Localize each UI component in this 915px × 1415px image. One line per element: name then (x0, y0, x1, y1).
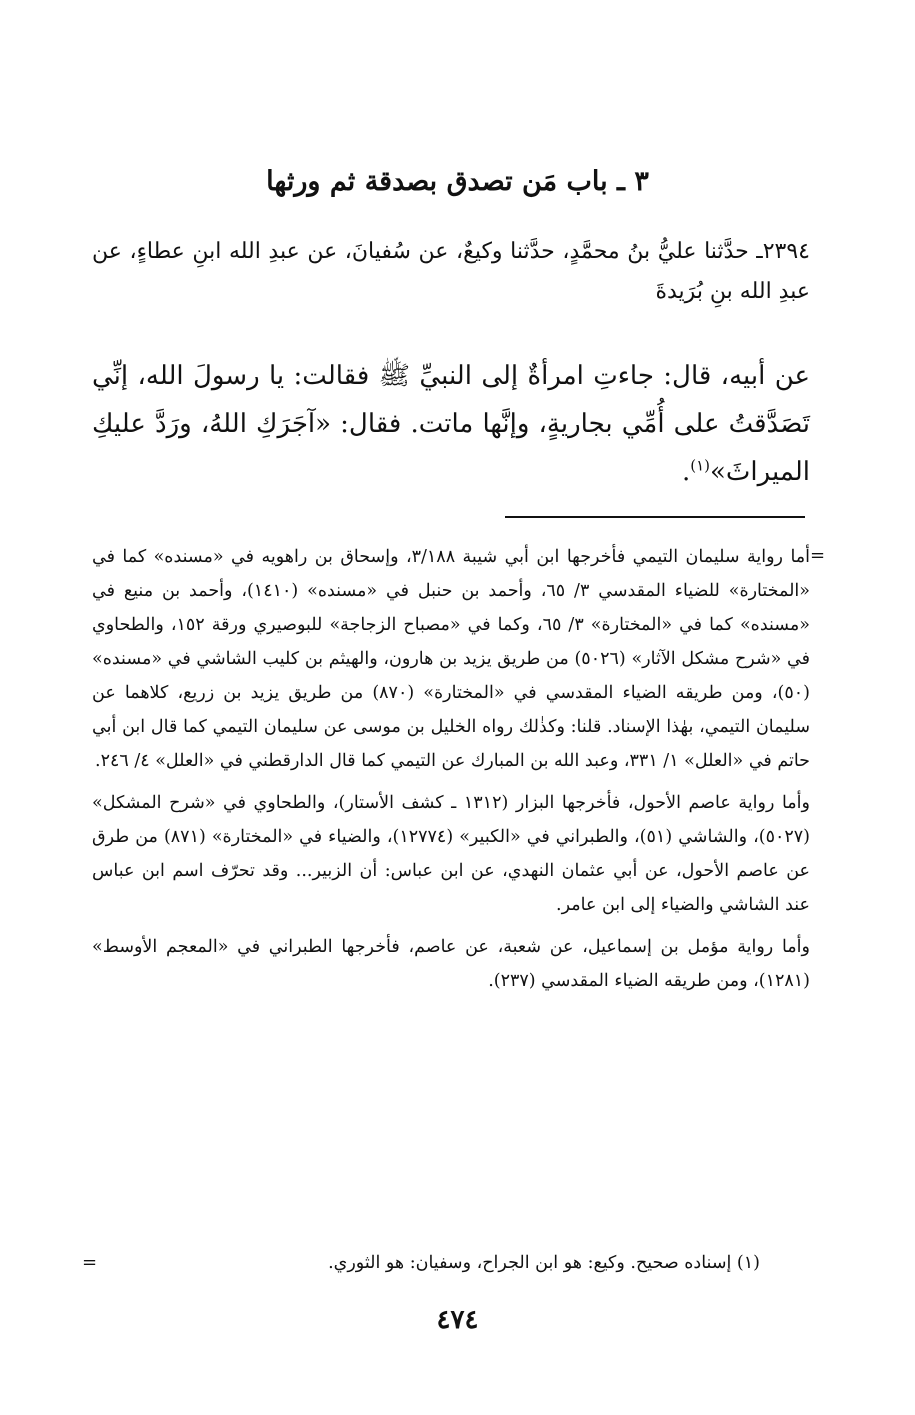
footnote-continuation-mark: = (810, 545, 826, 566)
footnote-continues-mark: = (82, 1252, 98, 1273)
footnote-paragraph: أما رواية سليمان التيمي فأخرجها ابن أبي شيبة ٣/١٨٨، وإسحاق بن راهويه في «مسنده» كما في «المختارة» للضياء المقدسي ٣/ ٦٥، وأحمد بن حنبل في «مسنده» (١٤١٠)، وأحمد بن منيع في «مسنده» كما في «المختارة» ٣/ ٦٥، وكما في «مصباح الزجاجة» للبوصيري ورقة ١٥٢، والطحاوي في «شرح مشكل الآثار» (٥٠٢٦) من طريق يزيد بن هارون، والهيثم بن كليب الشاشي في «مسنده» (٥٠)، ومن طريقه الضياء المقدسي في «المختارة» (٨٧٠) من طريق يزيد بن زريع، كلاهما عن سليمان التيمي، بهٰذا الإسناد. قلنا: وكذٰلك رواه الخليل بن موسى عن سليمان التيمي كما قال ابن أبي حاتم في «العلل» ١/ ٣٣١، وعبد الله بن المبارك عن التيمي كما قال الدارقطني في «العلل» ٤/ ٢٤٦. (92, 547, 811, 771)
footnote-reference: (١) (690, 456, 711, 475)
footnote-1: (١) إسناده صحيح. وكيع: هو ابن الجراح، وسفيان: هو الثوري. (328, 1253, 760, 1273)
footnote-paragraph: وأما رواية عاصم الأحول، فأخرجها البزار (١٣١٢ ـ كشف الأستار)، والطحاوي في «شرح المشكل» (٥٠٢٧)، والشاشي (٥١)، والطبراني في «الكبير» (١٢٧٧٤)، والضياء في «المختارة» (٨٧١) من طرق عن عاصم الأحول، عن أبي عثمان النهدي، عن ابن عباس: أن الزبير... وقد تحرّف اسم ابن عباس عند الشاشي والضياء إلى ابن عامر. (92, 793, 810, 915)
hadith-matn (92, 352, 810, 496)
hadith-end-mark: . (681, 457, 691, 487)
page-number: ٤٧٤ (436, 1305, 479, 1335)
footnote-separator (505, 516, 805, 518)
footnotes-block (92, 540, 810, 1006)
footnote-paragraph: وأما رواية مؤمل بن إسماعيل، عن شعبة، عن عاصم، فأخرجها الطبراني في «المعجم الأوسط» (١٢٨١)، ومن طريقه الضياء المقدسي (٢٣٧). (92, 937, 810, 991)
hadith-isnad: ٢٣٩٤ـ حدَّثنا عليُّ بنُ محمَّدٍ، حدَّثنا وكيعٌ، عن سُفيانَ، عن عبدِ الله ابنِ عطاءٍ، عن عبدِ الله بنِ بُرَيدةَ (92, 239, 810, 304)
hadith-matn-text: عن أبيه، قال: جاءتِ امرأةٌ إلى النبيِّ ﷺ فقالت: يا رسولَ الله، إنِّي تَصَدَّقتُ على أُمِّي بجاريةٍ، وإنَّها ماتت. فقال: «آجَرَكِ اللهُ، ورَدَّ عليكِ الميراثَ» (92, 361, 810, 487)
chapter-title: ٣ ـ باب مَن تصدق بصدقة ثم ورثها (266, 166, 649, 197)
